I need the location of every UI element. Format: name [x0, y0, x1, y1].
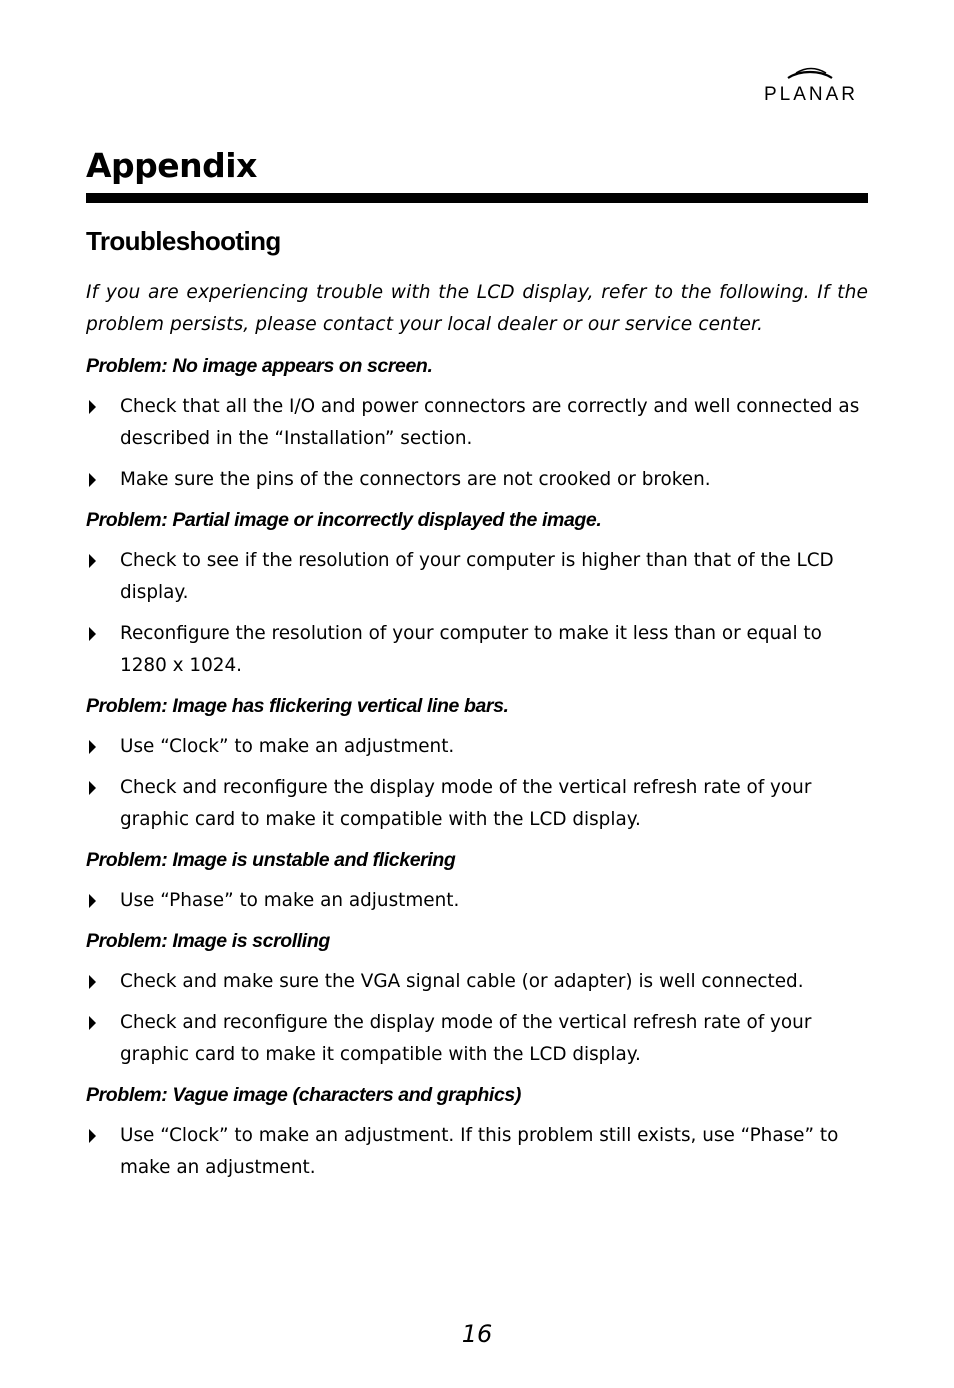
bullet-arrow-icon	[89, 975, 96, 989]
item-text: Use “Clock” to make an adjustment. If this problem still exists, use “Phase” to make an adjustment.	[120, 1125, 839, 1178]
problem-title: Problem: Image has flickering vertical line bars.	[86, 695, 509, 717]
list-item	[86, 464, 868, 496]
problem-title: Problem: Image is unstable and flickering	[86, 849, 456, 871]
bullet-arrow-icon	[89, 781, 96, 795]
bullet-arrow-icon	[89, 894, 96, 908]
planar-logo	[752, 66, 870, 106]
problem-title: Problem: Partial image or incorrectly displayed the image.	[86, 509, 602, 531]
problem-title: Problem: Image is scrolling	[86, 930, 330, 952]
problem-title: Problem: No image appears on screen.	[86, 355, 433, 377]
item-text: Check to see if the resolution of your computer is higher than that of the LCD display.	[120, 550, 834, 603]
list-item	[86, 731, 868, 763]
intro-paragraph: If you are experiencing trouble with the LCD display, refer to the following. If the problem persists, please contact your local dealer or our service center.	[86, 282, 868, 335]
bullet-arrow-icon	[89, 473, 96, 487]
problem-section	[86, 926, 868, 1071]
list-item	[86, 772, 868, 836]
bullet-arrow-icon	[89, 627, 96, 641]
item-text: Use “Clock” to make an adjustment.	[120, 736, 455, 757]
bullet-arrow-icon	[89, 400, 96, 414]
page-heading: Appendix	[86, 146, 257, 185]
list-item	[86, 1120, 868, 1184]
item-text: Check that all the I/O and power connectors are correctly and well connected as described in the “Installation” section.	[120, 396, 860, 449]
bullet-arrow-icon	[89, 1016, 96, 1030]
list-item	[86, 1007, 868, 1071]
list-item	[86, 966, 868, 998]
item-text: Check and make sure the VGA signal cable (or adapter) is well connected.	[120, 971, 804, 992]
planar-swoosh-icon	[786, 66, 834, 80]
section-title: Troubleshooting	[86, 226, 281, 256]
list-item	[86, 391, 868, 455]
problem-section	[86, 505, 868, 682]
item-text: Reconfigure the resolution of your computer to make it less than or equal to 1280 x 1024.	[120, 623, 822, 676]
list-item	[86, 545, 868, 609]
item-text: Check and reconfigure the display mode of the vertical refresh rate of your graphic card to make it compatible with the LCD display.	[120, 777, 812, 830]
bullet-arrow-icon	[89, 1129, 96, 1143]
problem-section	[86, 1080, 868, 1184]
bullet-arrow-icon	[89, 740, 96, 754]
item-text: Check and reconfigure the display mode of the vertical refresh rate of your graphic card to make it compatible with the LCD display.	[120, 1012, 812, 1065]
problem-section	[86, 351, 868, 496]
problem-section	[86, 691, 868, 836]
list-item	[86, 618, 868, 682]
heading-rule	[86, 193, 868, 203]
item-text: Make sure the pins of the connectors are not crooked or broken.	[120, 469, 711, 490]
logo-text: PLANAR	[763, 84, 859, 105]
bullet-arrow-icon	[89, 554, 96, 568]
page-number: 16	[461, 1320, 493, 1348]
troubleshooting-content	[86, 277, 868, 1193]
problem-section	[86, 845, 868, 917]
item-text: Use “Phase” to make an adjustment.	[120, 890, 460, 911]
problem-title: Problem: Vague image (characters and graphics)	[86, 1084, 521, 1106]
list-item	[86, 885, 868, 917]
